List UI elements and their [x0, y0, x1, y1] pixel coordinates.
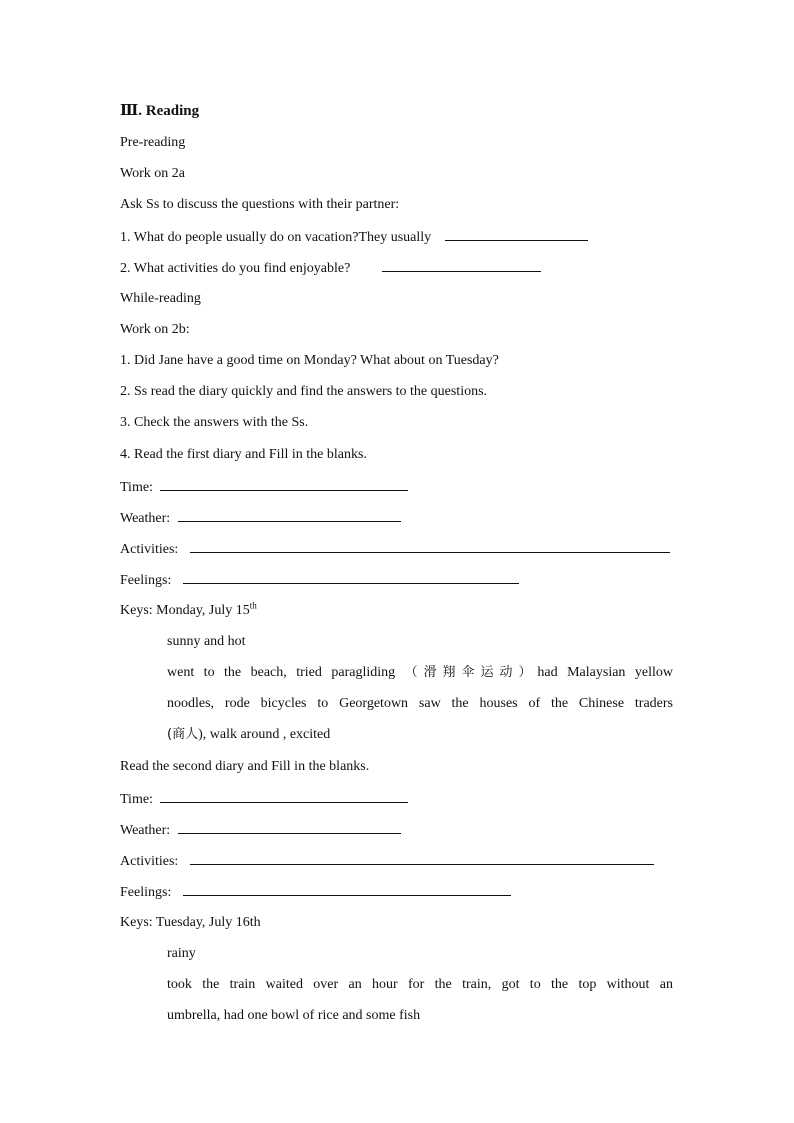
question-1: [120, 227, 588, 247]
diary1-activities-key-1-cjk: （滑翔伞运动）: [404, 665, 538, 680]
pre-reading-label: Pre-reading: [120, 135, 186, 150]
diary1-keys: [120, 602, 257, 620]
question-1-blank[interactable]: [445, 227, 588, 241]
step-1: 1. Did Jane have a good time on Monday? What about on Tuesday?: [120, 353, 499, 368]
diary1-feelings-row: [120, 570, 519, 590]
diary1-activities-key-1a: went to the beach, tried paragliding: [167, 665, 405, 680]
diary2-time-blank[interactable]: [160, 789, 408, 803]
step-3: 3. Check the answers with the Ss.: [120, 415, 309, 430]
pre-reading-task: Work on 2a: [120, 166, 185, 181]
diary2-weather-label: Weather:: [120, 823, 171, 838]
diary1-activities-blank[interactable]: [190, 539, 670, 553]
diary1-weather-label: Weather:: [120, 511, 171, 526]
question-2: [120, 258, 541, 278]
diary2-weather-key: rainy: [167, 946, 196, 961]
diary2-feelings-blank[interactable]: [183, 882, 511, 896]
diary2-activities-label: Activities:: [120, 854, 179, 869]
diary1-activities-key-2: noodles, rode bicycles to Georgetown saw the houses of the Chinese traders: [167, 696, 673, 711]
question-2-blank[interactable]: [382, 258, 541, 272]
diary1-time-blank[interactable]: [160, 477, 408, 491]
diary1-weather-key: sunny and hot: [167, 634, 246, 649]
diary2-activities-blank[interactable]: [190, 851, 654, 865]
diary1-activities-key-3-cjk: (商人: [167, 727, 199, 742]
diary2-feelings-row: [120, 882, 511, 902]
diary2-feelings-label: Feelings:: [120, 885, 172, 900]
diary1-weather-row: [120, 508, 401, 528]
diary1-activities-key-3-text: ), walk around , excited: [198, 727, 331, 742]
diary1-activities-row: [120, 539, 670, 559]
diary1-time-label: Time:: [120, 480, 153, 495]
diary2-activities-key-2: umbrella, had one bowl of rice and some fish: [167, 1008, 421, 1023]
diary1-feelings-label: Feelings:: [120, 573, 172, 588]
diary2-activities-row: [120, 851, 654, 871]
while-reading-label: While-reading: [120, 291, 201, 306]
diary2-activities-key-1: took the train waited over an hour for the train, got to the top without an: [167, 977, 673, 992]
step-2: 2. Ss read the diary quickly and find the answers to the questions.: [120, 384, 488, 399]
diary2-weather-row: [120, 820, 401, 840]
diary2-instruction: Read the second diary and Fill in the blanks.: [120, 759, 370, 774]
diary1-activities-key-1b: had Malaysian yellow: [537, 665, 674, 680]
diary2-weather-blank[interactable]: [178, 820, 401, 834]
diary1-activities-key-3: [167, 726, 330, 744]
question-2-text: 2. What activities do you find enjoyable?: [120, 261, 351, 276]
section-heading: Ⅲ. Reading: [120, 103, 200, 119]
question-1-text: 1. What do people usually do on vacation?They usually: [120, 230, 432, 245]
diary1-weather-blank[interactable]: [178, 508, 401, 522]
diary1-keys-label: Keys: Monday, July 15: [120, 603, 250, 618]
diary2-time-row: [120, 789, 408, 809]
diary1-keys-sup: th: [249, 600, 257, 611]
diary2-keys: Keys: Tuesday, July 16th: [120, 915, 261, 930]
diary1-feelings-blank[interactable]: [183, 570, 519, 584]
diary1-activities-label: Activities:: [120, 542, 179, 557]
diary1-time-row: [120, 477, 408, 497]
step-4: 4. Read the first diary and Fill in the blanks.: [120, 447, 367, 462]
diary1-activities-key-1: [167, 664, 673, 682]
diary2-time-label: Time:: [120, 792, 153, 807]
while-reading-task: Work on 2b:: [120, 322, 190, 337]
pre-reading-instruction: Ask Ss to discuss the questions with their partner:: [120, 197, 400, 212]
